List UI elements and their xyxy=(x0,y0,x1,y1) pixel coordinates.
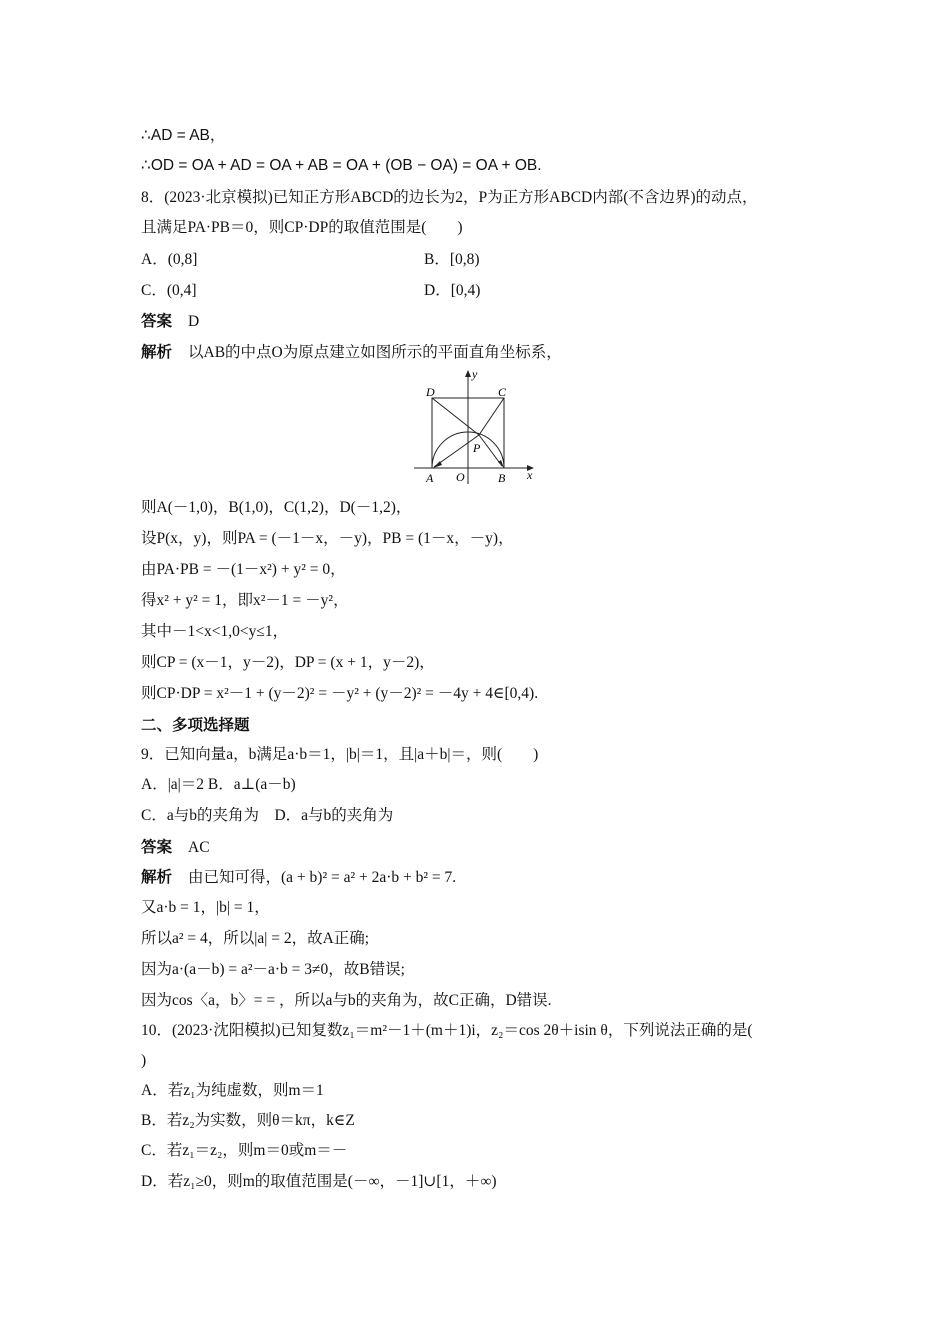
analysis-label: 解析 xyxy=(141,868,173,886)
analysis-text: 由已知可得，(a + b)² = a² + 2a·b + b² = 7. xyxy=(188,869,457,886)
label-c: C xyxy=(498,385,507,399)
option-a: A．若z₁为纯虚数，则m＝1 xyxy=(141,1082,324,1099)
option-b: B．[0,8) xyxy=(424,251,480,268)
text-line: 由PA·PB = －(1－x²) + y² = 0， xyxy=(141,561,346,578)
answer-label: 答案 xyxy=(141,838,173,856)
question-10-stem: 10．(2023·沈阳模拟)已知复数z₁＝m²－1＋(m＋1)i，z₂＝cos 2θ＋isin θ，下列说法正确的是( xyxy=(141,1022,753,1039)
text-line: 则CP·DP = x²－1 + (y－2)² = －y² + (y－2)² = －4y + 4∈[0,4). xyxy=(141,685,539,702)
label-a: A xyxy=(426,471,434,485)
text-line: 因为cos〈a，b〉= = ，所以a与b的夹角为，故C正确，D错误. xyxy=(141,992,552,1009)
text-line: 因为a·(a－b) = a²－a·b = 3≠0，故B错误; xyxy=(141,961,405,978)
text-line: 得x² + y² = 1，即x²－1 = －y²， xyxy=(141,592,349,609)
analysis-text: 以AB的中点O为原点建立如图所示的平面直角坐标系， xyxy=(188,344,562,361)
option-b: B．若z₂为实数，则θ＝kπ，k∈Z xyxy=(141,1112,355,1129)
option-c: C．(0,4] xyxy=(141,282,197,299)
analysis-label: 解析 xyxy=(141,343,173,361)
text-line: ∴AD = AB， xyxy=(141,127,226,144)
answer-line xyxy=(141,837,210,858)
answer-value: AC xyxy=(188,839,210,856)
label-p: P xyxy=(473,441,481,455)
question-9-stem: 9．已知向量a，b满足a·b＝1，|b|＝1，且|a＋b|＝，则( ) xyxy=(141,746,539,763)
option-d: D．若z₁≥0，则m的取值范围是(－∞，－1]∪[1，＋∞) xyxy=(141,1173,497,1190)
text-line: ∴OD = OA + AD = OA + AB = OA + (OB − OA) = OA + OB. xyxy=(141,157,542,174)
analysis-line xyxy=(141,342,562,363)
question-9-options-cd: C．a与b的夹角为 D．a与b的夹角为 xyxy=(141,807,394,824)
label-x: x xyxy=(527,468,533,482)
text-line: 其中－1<x<1,0<y≤1， xyxy=(141,623,289,640)
coordinate-figure xyxy=(400,366,550,488)
text-line: 所以a² = 4，所以|a| = 2，故A正确; xyxy=(141,930,370,947)
question-10-stem-cont: ) xyxy=(141,1052,147,1069)
analysis-line xyxy=(141,867,456,888)
label-d: D xyxy=(426,385,435,399)
text-line: 则CP = (x－1，y－2)，DP = (x + 1，y－2)， xyxy=(141,654,435,671)
option-c: C．若z₁＝z₂，则m＝0或m＝－ xyxy=(141,1142,348,1159)
option-d: D．[0,4) xyxy=(424,282,481,299)
text-line: 则A(－1,0)，B(1,0)，C(1,2)，D(－1,2)， xyxy=(141,499,412,516)
text-line: 又a·b = 1，|b| = 1， xyxy=(141,899,270,916)
label-y: y xyxy=(472,367,478,381)
text-line: 设P(x，y)，则PA = (－1－x，－y)，PB = (1－x，－y)， xyxy=(141,530,514,547)
answer-line xyxy=(141,311,199,332)
question-9-options-ab: A．|a|＝2 B．a⊥(a－b) xyxy=(141,776,296,793)
label-b: B xyxy=(498,471,506,485)
option-a: A．(0,8] xyxy=(141,251,198,268)
answer-label: 答案 xyxy=(141,312,173,330)
question-8-stem: 8．(2023·北京模拟)已知正方形ABCD的边长为2，P为正方形ABCD内部(不含边界)的动点， xyxy=(141,189,758,206)
answer-value: D xyxy=(188,313,200,330)
label-o: O xyxy=(456,470,465,484)
section-heading: 二、多项选择题 xyxy=(141,716,250,734)
question-8-stem-cont: 且满足PA·PB＝0，则CP·DP的取值范围是( ) xyxy=(141,219,463,236)
